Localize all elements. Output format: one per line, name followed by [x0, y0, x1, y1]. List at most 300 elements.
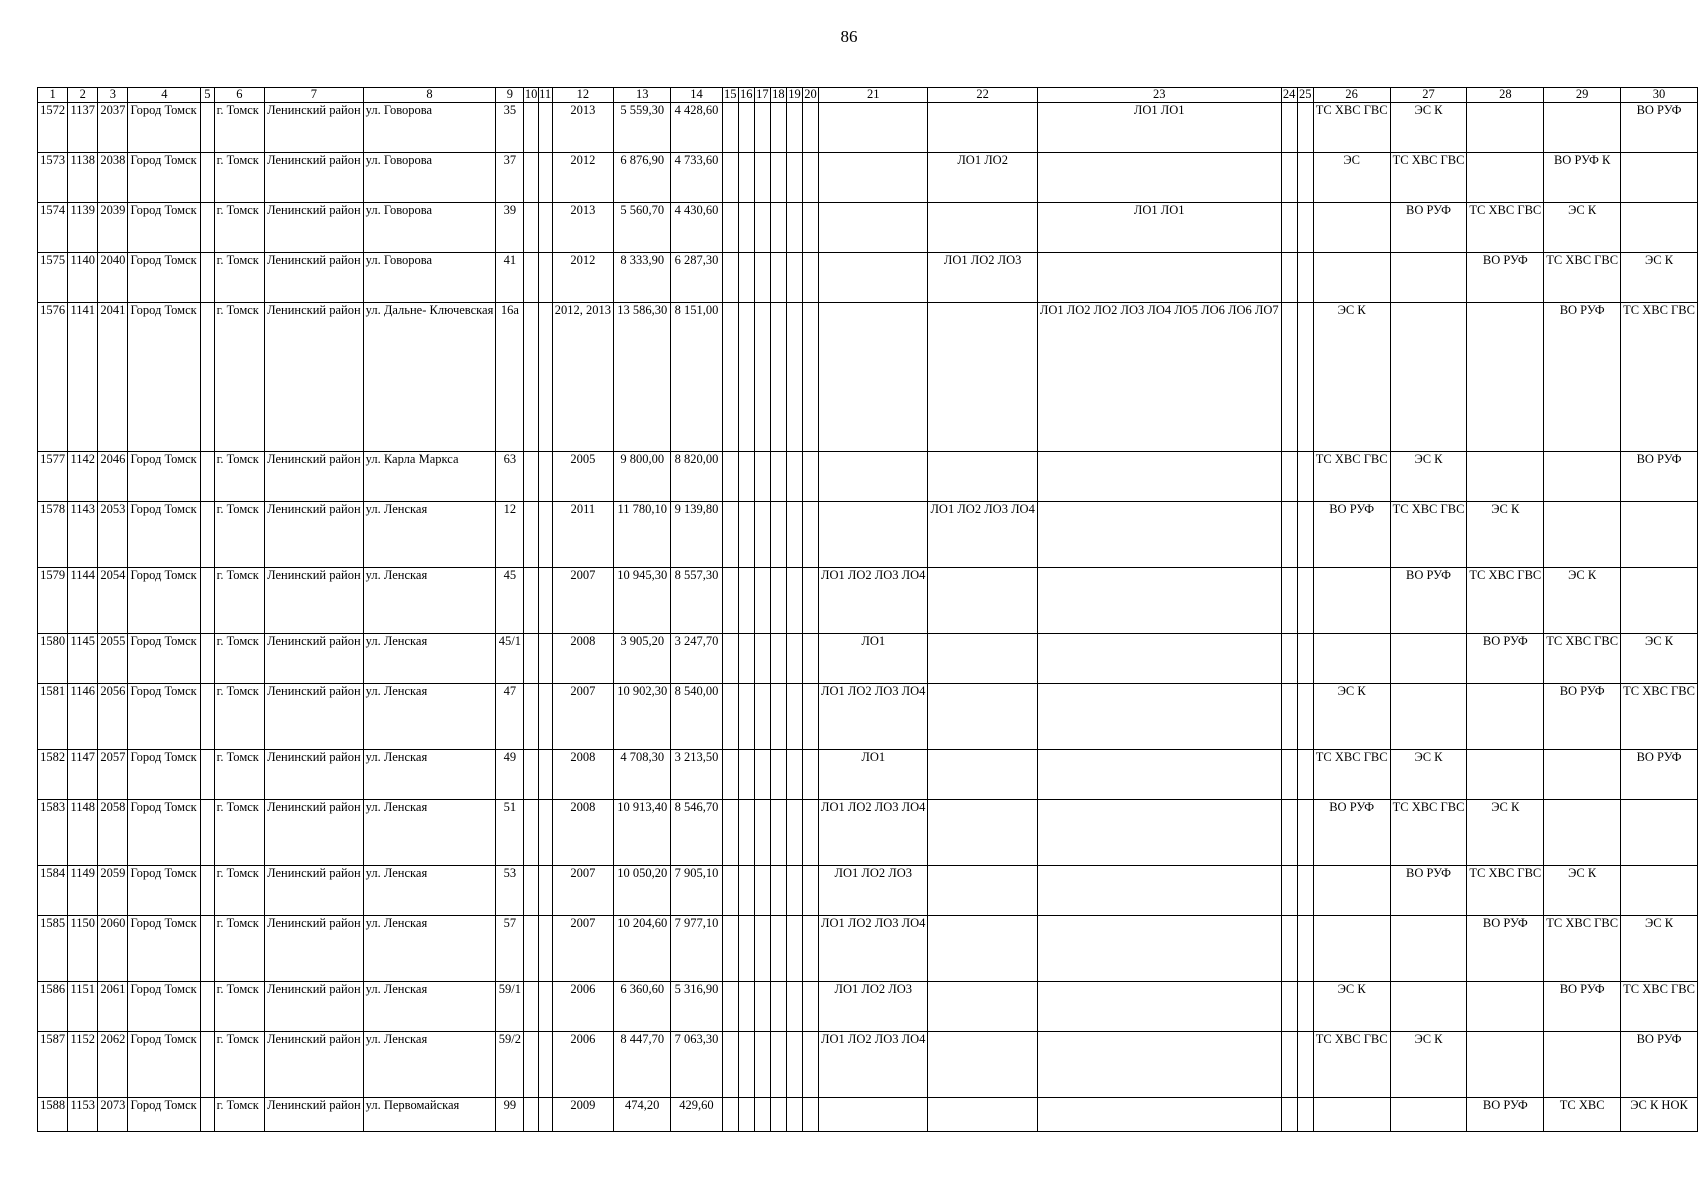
cell-col-29: ТС ХВС ГВС: [1544, 253, 1621, 303]
cell-col-22: [928, 568, 1037, 634]
cell-col-28: ВО РУФ: [1467, 916, 1544, 982]
cell-col-3: 2058: [98, 800, 128, 866]
cell-col-4: Город Томск: [128, 452, 201, 502]
cell-col-30: ТС ХВС ГВС: [1621, 982, 1698, 1032]
cell-col-4: Город Томск: [128, 253, 201, 303]
cell-col-4: Город Томск: [128, 916, 201, 982]
cell-col-16: [738, 452, 754, 502]
cell-col-9: 37: [496, 153, 524, 203]
column-header-25: 25: [1298, 87, 1312, 101]
table-row: [38, 502, 1698, 568]
cell-col-7: Ленинский район: [265, 1098, 364, 1132]
column-header-1: 1: [38, 88, 68, 103]
cell-col-5: [201, 1032, 214, 1098]
cell-col-2: 1152: [68, 1032, 98, 1098]
cell-col-28: [1467, 684, 1544, 750]
cell-col-29: ВО РУФ: [1544, 982, 1621, 1032]
cell-col-18: [770, 634, 786, 684]
cell-col-27: ВО РУФ: [1390, 203, 1467, 253]
cell-col-21: ЛО1: [819, 634, 928, 684]
cell-col-26: ТС ХВС ГВС: [1313, 103, 1390, 153]
cell-col-22: ЛО1 ЛО2 ЛО3 ЛО4: [928, 502, 1037, 568]
cell-col-18: [770, 568, 786, 634]
cell-col-1: 1588: [38, 1098, 68, 1132]
cell-col-10: [524, 750, 538, 800]
cell-col-25: [1297, 1098, 1313, 1132]
cell-col-29: [1544, 1032, 1621, 1098]
cell-col-25: [1297, 153, 1313, 203]
cell-col-23: [1037, 568, 1281, 634]
cell-col-8: ул. Говорова: [363, 253, 496, 303]
cell-col-2: 1153: [68, 1098, 98, 1132]
cell-col-13: 6 876,90: [614, 153, 671, 203]
cell-col-19: [786, 916, 802, 982]
cell-col-29: [1544, 103, 1621, 153]
cell-col-8: ул. Ленская: [363, 800, 496, 866]
cell-col-16: [738, 800, 754, 866]
cell-col-3: 2059: [98, 866, 128, 916]
cell-col-21: ЛО1: [819, 750, 928, 800]
cell-col-14: 5 316,90: [671, 982, 722, 1032]
cell-col-27: [1390, 982, 1467, 1032]
cell-col-26: ТС ХВС ГВС: [1313, 1032, 1390, 1098]
cell-col-5: [201, 800, 214, 866]
cell-col-14: 8 557,30: [671, 568, 722, 634]
cell-col-27: ЭС К: [1390, 452, 1467, 502]
column-header-15: 15: [723, 87, 737, 101]
cell-col-8: ул. Ленская: [363, 634, 496, 684]
cell-col-25: [1297, 684, 1313, 750]
cell-col-6: г. Томск: [214, 452, 264, 502]
cell-col-5: [201, 916, 214, 982]
cell-col-5: [201, 568, 214, 634]
cell-col-7: Ленинский район: [265, 502, 364, 568]
cell-col-19: [786, 684, 802, 750]
cell-col-7: Ленинский район: [265, 303, 364, 452]
cell-col-13: 11 780,10: [614, 502, 671, 568]
cell-col-16: [738, 153, 754, 203]
cell-col-16: [738, 1098, 754, 1132]
cell-col-27: ТС ХВС ГВС: [1390, 153, 1467, 203]
cell-col-6: г. Томск: [214, 253, 264, 303]
cell-col-11: [538, 502, 552, 568]
cell-col-25: [1297, 634, 1313, 684]
cell-col-13: 4 708,30: [614, 750, 671, 800]
cell-col-5: [201, 253, 214, 303]
cell-col-4: Город Томск: [128, 502, 201, 568]
cell-col-10: [524, 153, 538, 203]
table-row: [38, 253, 1698, 303]
cell-col-30: ТС ХВС ГВС: [1621, 684, 1698, 750]
cell-col-6: г. Томск: [214, 1032, 264, 1098]
cell-col-24: [1281, 866, 1297, 916]
cell-col-25: [1297, 103, 1313, 153]
cell-col-5: [201, 1098, 214, 1132]
cell-col-21: ЛО1 ЛО2 ЛО3 ЛО4: [819, 800, 928, 866]
cell-col-27: [1390, 916, 1467, 982]
cell-col-3: 2057: [98, 750, 128, 800]
cell-col-10: [524, 253, 538, 303]
cell-col-29: ЭС К: [1544, 866, 1621, 916]
cell-col-24: [1281, 303, 1297, 452]
cell-col-9: 41: [496, 253, 524, 303]
cell-col-9: 45/1: [496, 634, 524, 684]
cell-col-17: [754, 1032, 770, 1098]
cell-col-23: [1037, 866, 1281, 916]
cell-col-25: [1297, 303, 1313, 452]
cell-col-2: 1149: [68, 866, 98, 916]
cell-col-16: [738, 303, 754, 452]
cell-col-25: [1297, 253, 1313, 303]
column-header-14: 14: [671, 88, 722, 103]
column-header-29: 29: [1544, 88, 1621, 103]
cell-col-11: [538, 452, 552, 502]
cell-col-24: [1281, 684, 1297, 750]
cell-col-19: [786, 750, 802, 800]
cell-col-26: ЭС К: [1313, 684, 1390, 750]
cell-col-2: 1141: [68, 303, 98, 452]
cell-col-17: [754, 982, 770, 1032]
cell-col-15: [722, 916, 738, 982]
cell-col-23: [1037, 684, 1281, 750]
column-header-18: 18: [772, 87, 785, 101]
cell-col-18: [770, 1032, 786, 1098]
cell-col-9: 35: [496, 103, 524, 153]
cell-col-6: г. Томск: [214, 634, 264, 684]
cell-col-17: [754, 634, 770, 684]
cell-col-28: [1467, 153, 1544, 203]
cell-col-17: [754, 800, 770, 866]
cell-col-30: [1621, 153, 1698, 203]
cell-col-1: 1585: [38, 916, 68, 982]
cell-col-1: 1584: [38, 866, 68, 916]
cell-col-10: [524, 634, 538, 684]
cell-col-21: ЛО1 ЛО2 ЛО3 ЛО4: [819, 916, 928, 982]
cell-col-15: [722, 452, 738, 502]
cell-col-16: [738, 502, 754, 568]
cell-col-3: 2040: [98, 253, 128, 303]
cell-col-13: 10 913,40: [614, 800, 671, 866]
cell-col-10: [524, 866, 538, 916]
cell-col-7: Ленинский район: [265, 684, 364, 750]
cell-col-20: [802, 253, 818, 303]
cell-col-14: 8 546,70: [671, 800, 722, 866]
cell-col-6: г. Томск: [214, 684, 264, 750]
cell-col-2: 1143: [68, 502, 98, 568]
cell-col-12: 2012: [552, 253, 614, 303]
cell-col-10: [524, 502, 538, 568]
cell-col-14: 7 905,10: [671, 866, 722, 916]
cell-col-1: 1581: [38, 684, 68, 750]
cell-col-29: ЭС К: [1544, 203, 1621, 253]
column-header-6: 6: [214, 88, 264, 103]
cell-col-29: [1544, 502, 1621, 568]
cell-col-9: 45: [496, 568, 524, 634]
cell-col-22: [928, 866, 1037, 916]
column-header-24: 24: [1282, 87, 1296, 101]
cell-col-30: ВО РУФ: [1621, 452, 1698, 502]
cell-col-28: ВО РУФ: [1467, 253, 1544, 303]
cell-col-3: 2060: [98, 916, 128, 982]
cell-col-6: г. Томск: [214, 103, 264, 153]
cell-col-26: ТС ХВС ГВС: [1313, 452, 1390, 502]
cell-col-15: [722, 800, 738, 866]
cell-col-1: 1579: [38, 568, 68, 634]
cell-col-28: ЭС К: [1467, 800, 1544, 866]
cell-col-11: [538, 1098, 552, 1132]
cell-col-15: [722, 634, 738, 684]
cell-col-5: [201, 684, 214, 750]
cell-col-23: [1037, 253, 1281, 303]
cell-col-2: 1142: [68, 452, 98, 502]
cell-col-29: ТС ХВС: [1544, 1098, 1621, 1132]
column-header-11: 11: [539, 87, 552, 101]
cell-col-14: 7 977,10: [671, 916, 722, 982]
cell-col-25: [1297, 750, 1313, 800]
cell-col-7: Ленинский район: [265, 568, 364, 634]
cell-col-28: [1467, 982, 1544, 1032]
cell-col-28: ТС ХВС ГВС: [1467, 866, 1544, 916]
cell-col-2: 1137: [68, 103, 98, 153]
cell-col-14: 7 063,30: [671, 1032, 722, 1098]
cell-col-14: 6 287,30: [671, 253, 722, 303]
cell-col-13: 10 050,20: [614, 866, 671, 916]
cell-col-17: [754, 750, 770, 800]
cell-col-24: [1281, 800, 1297, 866]
cell-col-4: Город Томск: [128, 750, 201, 800]
column-header-17: 17: [756, 87, 769, 101]
cell-col-12: 2012, 2013: [552, 303, 614, 452]
cell-col-1: 1578: [38, 502, 68, 568]
cell-col-9: 39: [496, 203, 524, 253]
cell-col-8: ул. Карла Маркса: [363, 452, 496, 502]
cell-col-22: [928, 103, 1037, 153]
cell-col-5: [201, 750, 214, 800]
cell-col-1: 1576: [38, 303, 68, 452]
cell-col-30: [1621, 866, 1698, 916]
cell-col-21: [819, 1098, 928, 1132]
cell-col-26: ТС ХВС ГВС: [1313, 750, 1390, 800]
cell-col-8: ул. Говорова: [363, 153, 496, 203]
cell-col-4: Город Томск: [128, 1098, 201, 1132]
cell-col-7: Ленинский район: [265, 634, 364, 684]
cell-col-30: ЭС К: [1621, 253, 1698, 303]
cell-col-15: [722, 866, 738, 916]
cell-col-23: [1037, 750, 1281, 800]
cell-col-24: [1281, 568, 1297, 634]
cell-col-17: [754, 303, 770, 452]
cell-col-16: [738, 916, 754, 982]
cell-col-11: [538, 916, 552, 982]
column-header-21: 21: [819, 88, 928, 103]
cell-col-28: [1467, 452, 1544, 502]
column-header-3: 3: [98, 88, 128, 103]
cell-col-25: [1297, 568, 1313, 634]
cell-col-19: [786, 866, 802, 916]
cell-col-7: Ленинский район: [265, 982, 364, 1032]
cell-col-18: [770, 502, 786, 568]
cell-col-21: ЛО1 ЛО2 ЛО3 ЛО4: [819, 684, 928, 750]
cell-col-6: г. Томск: [214, 502, 264, 568]
cell-col-18: [770, 1098, 786, 1132]
table-row: [38, 1032, 1698, 1098]
cell-col-5: [201, 103, 214, 153]
cell-col-11: [538, 203, 552, 253]
cell-col-21: [819, 103, 928, 153]
cell-col-3: 2041: [98, 303, 128, 452]
cell-col-24: [1281, 634, 1297, 684]
cell-col-25: [1297, 203, 1313, 253]
cell-col-18: [770, 684, 786, 750]
cell-col-21: [819, 452, 928, 502]
cell-col-26: ЭС К: [1313, 982, 1390, 1032]
cell-col-21: [819, 303, 928, 452]
cell-col-7: Ленинский район: [265, 452, 364, 502]
cell-col-14: 3 213,50: [671, 750, 722, 800]
cell-col-4: Город Томск: [128, 1032, 201, 1098]
cell-col-11: [538, 103, 552, 153]
cell-col-20: [802, 916, 818, 982]
cell-col-19: [786, 1098, 802, 1132]
column-header-26: 26: [1313, 88, 1390, 103]
cell-col-26: [1313, 203, 1390, 253]
cell-col-26: [1313, 866, 1390, 916]
cell-col-1: 1577: [38, 452, 68, 502]
cell-col-22: [928, 750, 1037, 800]
cell-col-25: [1297, 866, 1313, 916]
cell-col-19: [786, 203, 802, 253]
cell-col-12: 2011: [552, 502, 614, 568]
cell-col-28: ВО РУФ: [1467, 634, 1544, 684]
cell-col-2: 1146: [68, 684, 98, 750]
cell-col-3: 2056: [98, 684, 128, 750]
cell-col-9: 51: [496, 800, 524, 866]
cell-col-30: ТС ХВС ГВС: [1621, 303, 1698, 452]
cell-col-8: ул. Ленская: [363, 866, 496, 916]
cell-col-3: 2062: [98, 1032, 128, 1098]
cell-col-19: [786, 568, 802, 634]
column-header-23: 23: [1037, 88, 1281, 103]
cell-col-7: Ленинский район: [265, 750, 364, 800]
column-header-20: 20: [804, 87, 817, 101]
cell-col-23: [1037, 634, 1281, 684]
cell-col-12: 2006: [552, 1032, 614, 1098]
cell-col-9: 53: [496, 866, 524, 916]
cell-col-21: ЛО1 ЛО2 ЛО3 ЛО4: [819, 568, 928, 634]
cell-col-20: [802, 634, 818, 684]
cell-col-17: [754, 153, 770, 203]
cell-col-22: [928, 1032, 1037, 1098]
cell-col-13: 9 800,00: [614, 452, 671, 502]
cell-col-8: ул. Первомайская: [363, 1098, 496, 1132]
cell-col-10: [524, 103, 538, 153]
cell-col-19: [786, 253, 802, 303]
cell-col-6: г. Томск: [214, 203, 264, 253]
cell-col-14: 4 428,60: [671, 103, 722, 153]
cell-col-18: [770, 916, 786, 982]
cell-col-6: г. Томск: [214, 916, 264, 982]
cell-col-19: [786, 153, 802, 203]
table-row: [38, 568, 1698, 634]
column-header-13: 13: [614, 88, 671, 103]
cell-col-3: 2038: [98, 153, 128, 203]
cell-col-12: 2008: [552, 634, 614, 684]
cell-col-26: ЭС К: [1313, 303, 1390, 452]
cell-col-9: 57: [496, 916, 524, 982]
table-row: [38, 750, 1698, 800]
cell-col-17: [754, 866, 770, 916]
cell-col-7: Ленинский район: [265, 1032, 364, 1098]
cell-col-9: 59/2: [496, 1032, 524, 1098]
cell-col-7: Ленинский район: [265, 916, 364, 982]
cell-col-6: г. Томск: [214, 1098, 264, 1132]
column-header-27: 27: [1390, 88, 1467, 103]
cell-col-2: 1138: [68, 153, 98, 203]
cell-col-16: [738, 634, 754, 684]
cell-col-28: ТС ХВС ГВС: [1467, 203, 1544, 253]
cell-col-1: 1572: [38, 103, 68, 153]
column-header-7: 7: [265, 88, 364, 103]
cell-col-24: [1281, 1098, 1297, 1132]
cell-col-17: [754, 203, 770, 253]
cell-col-22: [928, 452, 1037, 502]
table-row: [38, 982, 1698, 1032]
cell-col-6: г. Томск: [214, 568, 264, 634]
cell-col-27: [1390, 303, 1467, 452]
cell-col-7: Ленинский район: [265, 866, 364, 916]
cell-col-20: [802, 153, 818, 203]
cell-col-1: 1587: [38, 1032, 68, 1098]
cell-col-27: ВО РУФ: [1390, 568, 1467, 634]
cell-col-19: [786, 800, 802, 866]
cell-col-11: [538, 153, 552, 203]
cell-col-18: [770, 750, 786, 800]
cell-col-3: 2055: [98, 634, 128, 684]
column-header-8: 8: [363, 88, 496, 103]
cell-col-23: [1037, 982, 1281, 1032]
cell-col-23: [1037, 1032, 1281, 1098]
cell-col-12: 2007: [552, 866, 614, 916]
cell-col-11: [538, 800, 552, 866]
cell-col-24: [1281, 452, 1297, 502]
cell-col-19: [786, 452, 802, 502]
cell-col-11: [538, 684, 552, 750]
cell-col-6: г. Томск: [214, 153, 264, 203]
cell-col-4: Город Томск: [128, 684, 201, 750]
cell-col-9: 16а: [496, 303, 524, 452]
cell-col-6: г. Томск: [214, 750, 264, 800]
cell-col-26: [1313, 1098, 1390, 1132]
cell-col-27: ТС ХВС ГВС: [1390, 502, 1467, 568]
cell-col-6: г. Томск: [214, 800, 264, 866]
cell-col-16: [738, 203, 754, 253]
cell-col-24: [1281, 982, 1297, 1032]
table-row: [38, 153, 1698, 203]
cell-col-22: [928, 684, 1037, 750]
cell-col-19: [786, 1032, 802, 1098]
cell-col-21: ЛО1 ЛО2 ЛО3 ЛО4: [819, 1032, 928, 1098]
cell-col-4: Город Томск: [128, 634, 201, 684]
cell-col-13: 5 560,70: [614, 203, 671, 253]
column-header-5: 5: [201, 88, 214, 103]
cell-col-4: Город Томск: [128, 866, 201, 916]
cell-col-9: 99: [496, 1098, 524, 1132]
table-header-row: [38, 88, 1698, 103]
cell-col-10: [524, 568, 538, 634]
cell-col-2: 1147: [68, 750, 98, 800]
cell-col-22: [928, 982, 1037, 1032]
cell-col-26: ЭС: [1313, 153, 1390, 203]
